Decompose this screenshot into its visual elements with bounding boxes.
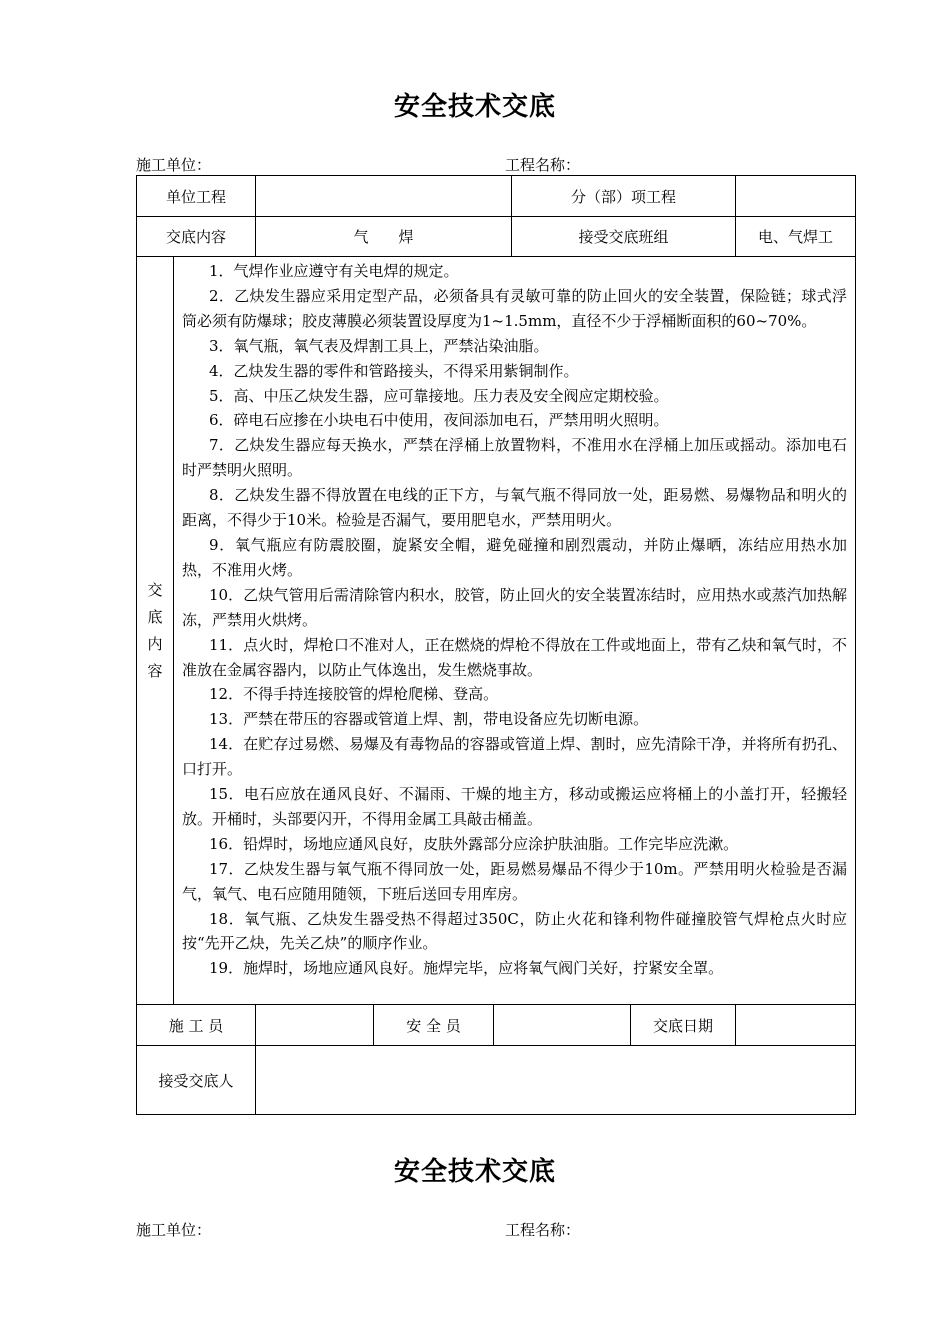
briefing-item: 17．乙炔发生器与氧气瓶不得同放一处，距易燃易爆品不得少于10m。严禁用明火检验是否漏气，氧气、电石应随用随领，下班后送回专用库房。	[182, 859, 848, 903]
side-label-char: 内	[147, 634, 163, 653]
receiver-value[interactable]	[256, 1046, 856, 1115]
briefing-item: 2．乙炔发生器应采用定型产品，必须备具有灵敏可靠的防止回火的安全装置，保险链；球式浮筒必须有防爆球；胶皮薄膜必须装置设厚度为1~1.5mm，直径不少于浮桶断面积的60~70%。	[182, 286, 848, 330]
project-name-label: 工程名称：	[505, 1221, 581, 1239]
worker-label: 施 工 员	[137, 1005, 256, 1046]
date-value[interactable]	[736, 1005, 856, 1046]
team-value[interactable]: 电、气焊工	[736, 217, 856, 257]
briefing-item: 12．不得手持连接胶管的焊枪爬梯、登高。	[209, 685, 499, 704]
side-label-char: 底	[147, 607, 163, 626]
side-label	[137, 257, 174, 1005]
briefing-item: 5．高、中压乙炔发生器，应可靠接地。压力表及安全阀应定期校验。	[209, 386, 669, 405]
date-label: 交底日期	[631, 1005, 736, 1046]
sub-project-label: 分（部）项工程	[512, 176, 736, 217]
briefing-item: 15．电石应放在通风良好、不漏雨、干燥的地主方，移动或搬运应将桶上的小盖打开，轻搬轻放。开桶时，头部要闪开，不得用金属工具敲击桶盖。	[182, 785, 848, 828]
page-title: 安全技术交底	[393, 92, 556, 122]
content-label: 交底内容	[137, 217, 256, 257]
project-name-label: 工程名称：	[505, 156, 581, 174]
briefing-item: 16．铅焊时，场地应通风良好，皮肤外露部分应涂护肤油脂。工作完毕应洗漱。	[209, 834, 739, 853]
briefing-item: 3．氧气瓶，氧气表及焊割工具上，严禁沾染油脂。	[209, 336, 549, 355]
sub-project-value[interactable]	[736, 176, 856, 217]
side-label-char: 交	[147, 580, 163, 599]
briefing-item: 1．气焊作业应遵守有关电焊的规定。	[209, 262, 459, 280]
briefing-item: 13．严禁在带压的容器或管道上焊、割，带电设备应先切断电源。	[209, 710, 649, 729]
team-label: 接受交底班组	[512, 217, 736, 257]
page-title: 安全技术交底	[393, 1157, 556, 1187]
briefing-item: 4．乙炔发生器的零件和管路接头，不得采用紫铜制作。	[209, 361, 579, 380]
construction-unit-label: 施工单位：	[136, 156, 212, 174]
briefing-item: 14．在贮存过易燃、易爆及有毒物品的容器或管道上焊、割时，应先清除干净，并将所有扔孔、口打开。	[182, 735, 848, 779]
briefing-item: 6．碎电石应掺在小块电石中使用，夜间添加电石，严禁用明火照明。	[209, 411, 669, 430]
unit-project-value[interactable]	[256, 176, 512, 217]
unit-project-label: 单位工程	[137, 176, 256, 217]
briefing-item: 7．乙炔发生器应每天换水，严禁在浮桶上放置物料，不准用水在浮桶上加压或摇动。添加电石时严禁明火照明。	[182, 436, 848, 480]
briefing-item: 18．氧气瓶、乙炔发生器受热不得超过350C，防止火花和锋利物件碰撞胶管气焊枪点火时应按“先开乙炔，先关乙炔”的顺序作业。	[182, 909, 848, 953]
briefing-content	[174, 257, 856, 1005]
receiver-label: 接受交底人	[137, 1046, 256, 1115]
briefing-item: 9．氧气瓶应有防震胶圈，旋紧安全帽，避免碰撞和剧烈震动，并防止爆晒，冻结应用热水加热，不准用火烤。	[182, 535, 848, 579]
briefing-item: 8．乙炔发生器不得放置在电线的正下方，与氧气瓶不得同放一处，距易燃、易爆物品和明火的距离，不得少于10米。检验是否漏气，要用肥皂水，严禁用明火。	[182, 486, 848, 530]
side-label-char: 容	[147, 661, 163, 680]
briefing-item: 11．点火时，焊枪口不准对人，正在燃烧的焊枪不得放在工件或地面上，带有乙炔和氧气时，不准放在金属容器内，以防止气体逸出，发生燃烧事故。	[182, 635, 848, 679]
briefing-table	[136, 175, 856, 1115]
briefing-item: 19．施焊时，场地应通风良好。施焊完毕，应将氧气阀门关好，拧紧安全罩。	[209, 959, 724, 978]
briefing-item: 10．乙炔气管用后需清除管内积水，胶管，防止回火的安全装置冻结时，应用热水或蒸汽加热解冻，严禁用火烘烤。	[182, 585, 848, 629]
safety-officer-label: 安 全 员	[374, 1005, 494, 1046]
worker-value[interactable]	[256, 1005, 374, 1046]
construction-unit-label: 施工单位：	[136, 1221, 212, 1239]
safety-officer-value[interactable]	[494, 1005, 631, 1046]
content-value[interactable]: 气 焊	[256, 217, 512, 257]
